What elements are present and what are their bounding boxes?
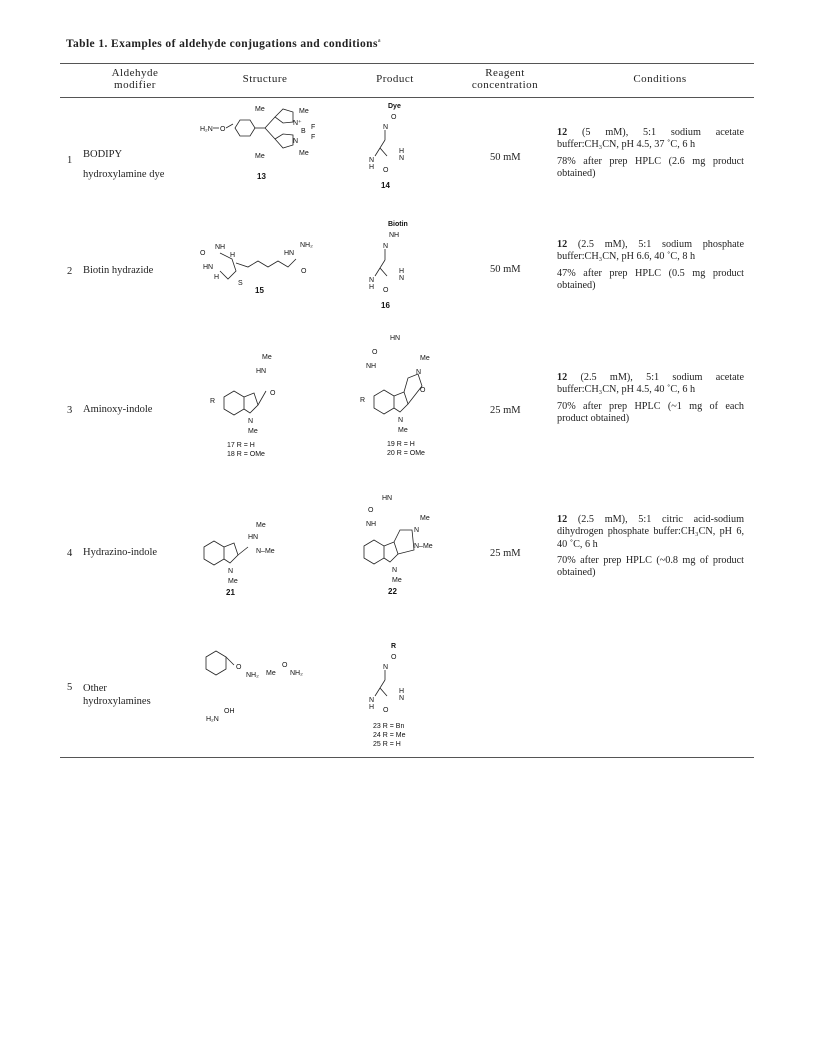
row5-structures xyxy=(200,645,330,725)
r1s-me4: Me xyxy=(299,150,309,157)
r4s-me2: Me xyxy=(228,578,238,585)
compound-19-label: 19 xyxy=(387,441,395,448)
r2s-hn2: HN xyxy=(284,250,295,257)
r3s-me1: Me xyxy=(262,354,272,361)
compound-14-label: 14 xyxy=(381,181,390,190)
row2-modifier-name xyxy=(83,261,193,281)
r4p-n2: N xyxy=(392,567,398,574)
r2s-h1: H xyxy=(230,252,236,259)
compound-22-label: 22 xyxy=(388,587,397,596)
table-header-rule xyxy=(60,97,754,98)
r5s-nh2b: NH₂ xyxy=(290,670,303,677)
r4s-n: N xyxy=(228,568,234,575)
svg-text:19 R = H xyxy=(387,441,415,448)
r2p-nh-n: N xyxy=(369,277,375,284)
r1p-n: N xyxy=(383,124,389,131)
r1p-o: O xyxy=(391,114,397,121)
r5s-me: Me xyxy=(266,670,276,677)
row3-conditions xyxy=(557,372,744,429)
r3p-o2: O xyxy=(420,387,426,394)
header-modifier-line2: modifier xyxy=(114,79,156,91)
compound-25-label: 25 xyxy=(373,741,381,748)
row1-concentration: 50 mM xyxy=(490,152,521,163)
r5p-c3-text: R = H xyxy=(380,741,401,748)
compound-18-label: 18 xyxy=(227,451,235,458)
r1s-b: B xyxy=(301,128,306,135)
r1s-me1: Me xyxy=(255,106,265,113)
row3-name-line1: Aminoxy-indole xyxy=(83,404,153,415)
header-modifier-line1: Aldehyde xyxy=(111,67,159,79)
row2-number: 2 xyxy=(67,266,73,277)
r5p-nh2-h: H xyxy=(399,688,405,695)
r5p-nh-h: H xyxy=(369,704,375,711)
r5s-h2n: H₂N xyxy=(206,716,219,723)
row1-name-line1: BODIPY xyxy=(83,149,123,160)
r4s-hn: HN xyxy=(248,534,259,541)
r3p-c1-text: R = H xyxy=(394,441,415,448)
row4-structure-hydrazino-indole xyxy=(200,515,310,595)
r1p-carbonyl-o: O xyxy=(383,167,389,174)
compound-23-label: 23 xyxy=(373,723,381,730)
r3p-n1: N xyxy=(416,369,422,376)
r4p-n1: N xyxy=(414,527,420,534)
row5-modifier-name xyxy=(83,682,193,708)
header-product: Product xyxy=(376,73,414,85)
r5p-nh-n: N xyxy=(369,697,375,704)
compound-16-label: 16 xyxy=(381,301,390,310)
r2p-nh-h: H xyxy=(369,284,375,291)
compound-21-label: 21 xyxy=(226,588,235,597)
r4p-me2: Me xyxy=(392,577,402,584)
row4-modifier-name xyxy=(83,543,193,563)
r1s-me3: Me xyxy=(255,153,265,160)
header-reagent-line2: concentration xyxy=(471,79,539,91)
r3s-n: N xyxy=(248,418,254,425)
r4p-nme: N–Me xyxy=(414,543,433,550)
r2s-hn: HN xyxy=(203,264,214,271)
caption-footnote-marker: a xyxy=(377,38,381,45)
r4p-me1: Me xyxy=(420,515,430,522)
svg-text:24 R = Me xyxy=(373,732,406,739)
row3-cond-compound: 12 xyxy=(557,372,568,383)
table-bottom-rule xyxy=(60,757,754,758)
r4p-hn: HN xyxy=(382,495,393,502)
row4-conditions xyxy=(557,514,744,583)
row2-yield: 47% after prep HPLC (0.5 mg product obtained) xyxy=(557,267,744,291)
svg-text:23 R = Bn xyxy=(373,723,404,730)
row2-conditions xyxy=(557,239,744,296)
row2-name-line1: Biotin hydrazide xyxy=(83,265,154,276)
row3-number: 3 xyxy=(67,405,73,416)
row1-product xyxy=(355,100,435,190)
r5s-o1: O xyxy=(236,664,242,671)
r2s-nh2: NH₂ xyxy=(300,242,313,249)
r3p-c2-text: R = OMe xyxy=(394,450,425,457)
row5-name-line2: hydroxylamines xyxy=(83,696,151,707)
compound-15-label: 15 xyxy=(255,286,264,295)
r2s-h2: H xyxy=(214,274,220,281)
r3p-r: R xyxy=(360,397,366,404)
row5-number: 5 xyxy=(67,682,73,693)
row2-cond-compound: 12 xyxy=(557,239,568,250)
svg-text:18 R = OMe xyxy=(227,451,265,458)
row3-modifier-name xyxy=(83,400,193,420)
row1-structure-bodipy xyxy=(195,103,335,183)
r3p-n2: N xyxy=(398,417,404,424)
r5p-r: R xyxy=(391,643,397,650)
r5s-oh: OH xyxy=(224,708,235,715)
row4-product xyxy=(360,490,460,595)
r5s-o2: O xyxy=(282,662,288,669)
r2s-s: S xyxy=(238,280,243,287)
r3p-hn: HN xyxy=(390,335,401,342)
r3s-c2-text: R = OMe xyxy=(234,451,265,458)
row3-product xyxy=(360,330,460,460)
r1s-amine: H₂N xyxy=(200,126,213,133)
row2-structure-biotin xyxy=(200,235,330,295)
header-aldehyde-modifier xyxy=(90,67,180,91)
header-structure: Structure xyxy=(242,73,288,85)
r2s-o: O xyxy=(200,250,206,257)
compound-17-label: 17 xyxy=(227,442,235,449)
svg-text:17 R = H xyxy=(227,442,255,449)
r5p-o: O xyxy=(391,654,397,661)
r3p-me2: Me xyxy=(398,427,408,434)
r2s-nh: NH xyxy=(215,244,226,251)
r3s-me2: Me xyxy=(248,428,258,435)
r4s-nme: N–Me xyxy=(256,548,275,555)
r3p-nh: NH xyxy=(366,363,377,370)
row1-conditions xyxy=(557,127,744,184)
r1s-o: O xyxy=(220,126,226,133)
row4-cond-compound: 12 xyxy=(557,514,568,525)
r2p-nh: NH xyxy=(389,232,400,239)
row2-product xyxy=(355,218,435,308)
r3s-hn: HN xyxy=(256,368,267,375)
r4s-me1: Me xyxy=(256,522,266,529)
compound-24-label: 24 xyxy=(373,732,381,739)
row1-number: 1 xyxy=(67,155,73,166)
row1-cond-compound: 12 xyxy=(557,127,568,138)
r2p-biotin: Biotin xyxy=(388,221,408,228)
r1s-f2: F xyxy=(311,134,316,141)
r3s-r: R xyxy=(210,398,216,405)
r1s-n-plus: N⁺ xyxy=(293,120,302,127)
row4-yield: 70% after prep HPLC (~0.8 mg of product obtained) xyxy=(557,554,744,579)
compound-13-label: 13 xyxy=(257,172,266,181)
row1-modifier-name xyxy=(83,145,193,185)
r1p-nh-n: N xyxy=(369,157,375,164)
r5p-carbonyl-o: O xyxy=(383,707,389,714)
row3-structure-aminoxy-indole xyxy=(210,345,320,460)
row5-product xyxy=(355,640,435,755)
r5p-c2-text: R = Me xyxy=(380,732,406,739)
row2-concentration: 50 mM xyxy=(490,264,521,275)
header-reagent-concentration xyxy=(455,67,555,91)
r3s-c1-text: R = H xyxy=(234,442,255,449)
row4-concentration: 25 mM xyxy=(490,548,521,559)
r1p-nh2-n: N xyxy=(399,155,405,162)
r1s-n: N xyxy=(293,138,299,145)
r4p-o1: O xyxy=(368,507,374,514)
header-conditions: Conditions xyxy=(633,73,687,85)
r5p-nh2-n: N xyxy=(399,695,405,702)
row4-cond-text: (2.5 mM), 5:1 citric acid-sodium dihydrogen phosphate buffer:CH₃CN, pH 6, 40 ˚C, 6 h xyxy=(557,514,744,550)
caption-text: Table 1. Examples of aldehyde conjugations and conditions xyxy=(66,38,378,50)
row2-cond-text: (2.5 mM), 5:1 sodium phosphate buffer:CH₃CN, pH 6.6, 40 ˚C, 8 h xyxy=(557,239,744,263)
row3-cond-text: (2.5 mM), 5:1 sodium acetate buffer:CH₃CN, pH 4.5, 40 ˚C, 6 h xyxy=(557,372,744,396)
r1s-me2: Me xyxy=(299,108,309,115)
r2p-nh2-n: N xyxy=(399,275,405,282)
r5p-c1-text: R = Bn xyxy=(380,723,405,730)
table-top-rule xyxy=(60,63,754,64)
row1-cond-text: (5 mM), 5:1 sodium acetate buffer:CH₃CN, pH 4.5, 37 ˚C, 6 h xyxy=(557,127,744,151)
r2p-n: N xyxy=(383,243,389,250)
r2s-o2: O xyxy=(301,268,307,275)
row4-number: 4 xyxy=(67,548,73,559)
r1s-f1: F xyxy=(311,124,316,131)
svg-text:25 R = H xyxy=(373,741,401,748)
r3s-o: O xyxy=(270,390,276,397)
svg-text:20 R = OMe xyxy=(387,450,425,457)
row5-name-line1: Other xyxy=(83,683,107,694)
row3-concentration: 25 mM xyxy=(490,405,521,416)
r1p-dye: Dye xyxy=(388,103,401,110)
r2p-nh2-h: H xyxy=(399,268,405,275)
r3p-me1: Me xyxy=(420,355,430,362)
r5s-nh2a: NH₂ xyxy=(246,672,259,679)
row1-yield: 78% after prep HPLC (2.6 mg product obtained) xyxy=(557,155,744,179)
row3-yield: 70% after prep HPLC (~1 mg of each product obtained) xyxy=(557,400,744,424)
row4-name-line1: Hydrazino-indole xyxy=(83,547,158,558)
r1p-nh2-h: H xyxy=(399,148,405,155)
header-reagent-line1: Reagent xyxy=(485,67,525,79)
table-caption xyxy=(66,38,381,50)
r4p-nh: NH xyxy=(366,521,377,528)
r3p-o1: O xyxy=(372,349,378,356)
r5p-n: N xyxy=(383,664,389,671)
row1-name-line2: hydroxylamine dye xyxy=(83,169,165,180)
r2p-carbonyl-o: O xyxy=(383,287,389,294)
r1p-nh-h: H xyxy=(369,164,375,171)
compound-20-label: 20 xyxy=(387,450,395,457)
